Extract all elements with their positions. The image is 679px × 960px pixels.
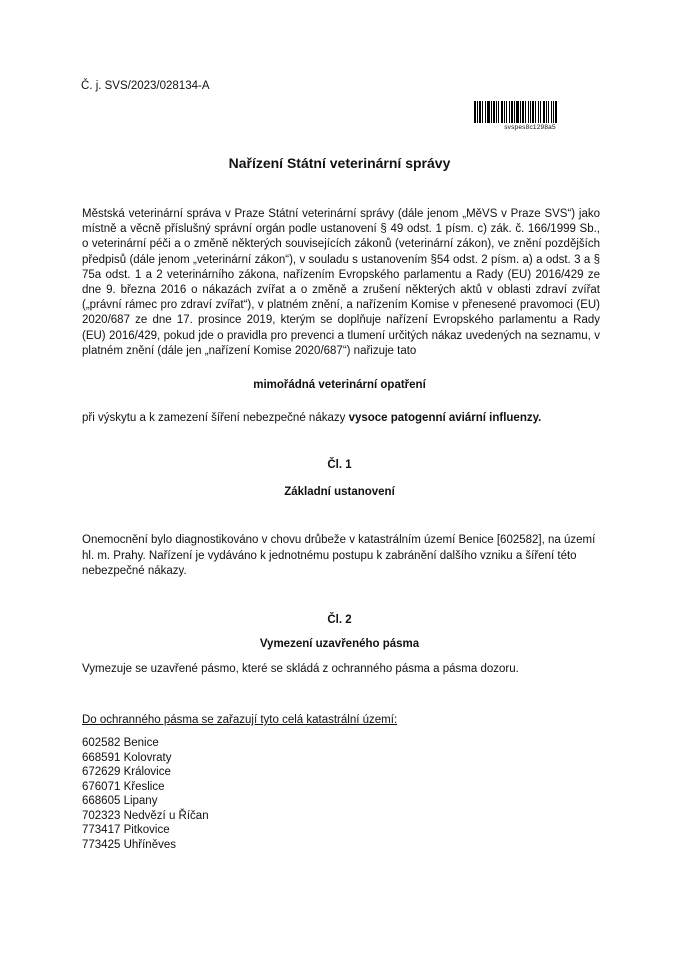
barcode-bar — [516, 101, 519, 123]
barcode-bar — [485, 101, 486, 123]
barcode-bar — [548, 101, 549, 123]
article-2-heading: Vymezení uzavřeného pásma — [259, 638, 420, 650]
barcode-bar — [522, 101, 524, 123]
barcode — [474, 101, 586, 131]
barcode-bar — [538, 101, 539, 123]
measures-heading: mimořádná veterinární opatření — [253, 379, 426, 391]
barcode-bar — [530, 101, 531, 123]
barcode-bar — [528, 101, 529, 123]
barcode-bar — [532, 101, 534, 123]
barcode-text: svspes8c1298a5 — [504, 124, 556, 131]
barcode-bar — [496, 101, 497, 123]
barcode-bar — [553, 101, 554, 123]
article-1-heading: Základní ustanovení — [284, 486, 395, 498]
list-item: 773417 Pitkovice — [82, 824, 170, 836]
barcode-bar — [477, 101, 478, 123]
list-item: 676071 Křeslice — [82, 780, 165, 793]
barcode-bar — [504, 101, 505, 123]
barcode-bar — [493, 101, 495, 123]
barcode-bar — [540, 101, 541, 123]
list-item: 668605 Lipany — [82, 795, 158, 807]
article-2-text: Vymezuje se uzavřené pásmo, které se skládá z ochranného pásma a pásma dozoru. — [82, 663, 519, 675]
barcode-bar — [514, 101, 515, 123]
barcode-bar — [535, 101, 536, 123]
barcode-bar — [520, 101, 521, 123]
barcode-bar — [551, 101, 552, 123]
barcode-bar — [555, 101, 557, 123]
document-title: Nařízení Státní veterinární správy — [228, 155, 451, 171]
list-item: 702323 Nedvězí u Říčan — [82, 809, 209, 822]
purpose-disease: vysoce patogenní aviární influenzy. — [348, 412, 542, 424]
list-item: 672629 Královice — [82, 766, 171, 778]
barcode-bar — [479, 101, 481, 123]
barcode-bar — [543, 101, 545, 123]
barcode-bar — [498, 101, 499, 123]
barcode-bar — [546, 101, 547, 123]
barcode-bar — [509, 101, 510, 123]
barcode-bar — [525, 101, 526, 123]
article-1-number: Čl. 1 — [327, 459, 352, 471]
list-item: 773425 Uhříněves — [82, 838, 176, 851]
protection-zone-list — [82, 736, 209, 852]
article-1-text: Onemocnění bylo diagnostikováno v chovu drůbeže v katastrálním území Benice [602582], na území hl. m. Prahy. Nařízení je vydáváno k jednotnému postupu k zabránění dalšího vzniku a šíření této nebezpečné nákazy. — [82, 534, 596, 577]
barcode-bar — [511, 101, 513, 123]
barcode-graphic — [474, 101, 586, 123]
barcode-bar — [487, 101, 490, 123]
barcode-bar — [474, 101, 476, 123]
barcode-bar — [501, 101, 503, 123]
article-2-number: Čl. 2 — [327, 614, 352, 626]
barcode-bar — [491, 101, 492, 123]
protection-zone-heading: Do ochranného pásma se zařazují tyto celá katastrální území: — [82, 714, 398, 726]
purpose-paragraph — [82, 411, 600, 427]
barcode-bar — [506, 101, 507, 123]
list-item: 668591 Kolovraty — [82, 751, 172, 764]
list-item: 602582 Benice — [82, 737, 159, 749]
purpose-prefix: při výskytu a k zamezení šíření nebezpečné nákazy — [82, 412, 349, 424]
barcode-bar — [482, 101, 483, 123]
intro-paragraph: Městská veterinární správa v Praze Státní veterinární správy (dále jenom „MěVS v Praze SVS“) jako místně a věcně příslušný správní orgán podle ustanovení § 49 odst. 1 písm. c) zák. č. 166/1999 Sb., o veterinární péči a o změně některých souvisejících zákonů (veterinární zákon), ve znění pozdějších předpisů (dále jenom „veterinární zákon“), v souladu s ustanovením §54 odst. 2 písm. a) a odst. 3 a § 75a odst. 1 a 2 veterinárního zákona, nařízením Evropského parlamentu a Rady (EU) 2016/429 ze dne 9. března 2016 o nákazách zvířat a o změně a zrušení některých aktů v oblasti zdraví zvířat („právní rámec pro zdraví zvířat“), v platném znění, a nařízením Komise v přenesené pravomoci (EU) 2020/687 ze dne 17. prosince 2019, kterým se doplňuje nařízení Evropského parlamentu a Rady (EU) 2016/429, pokud jde o pravidla pro prevenci a tlumení určitých nákaz uvedených na seznamu, v platném znění (dále jen „nařízení Komise 2020/687“) nařizuje tato — [82, 208, 600, 357]
reference-number: Č. j. SVS/2023/028134-A — [81, 80, 210, 92]
